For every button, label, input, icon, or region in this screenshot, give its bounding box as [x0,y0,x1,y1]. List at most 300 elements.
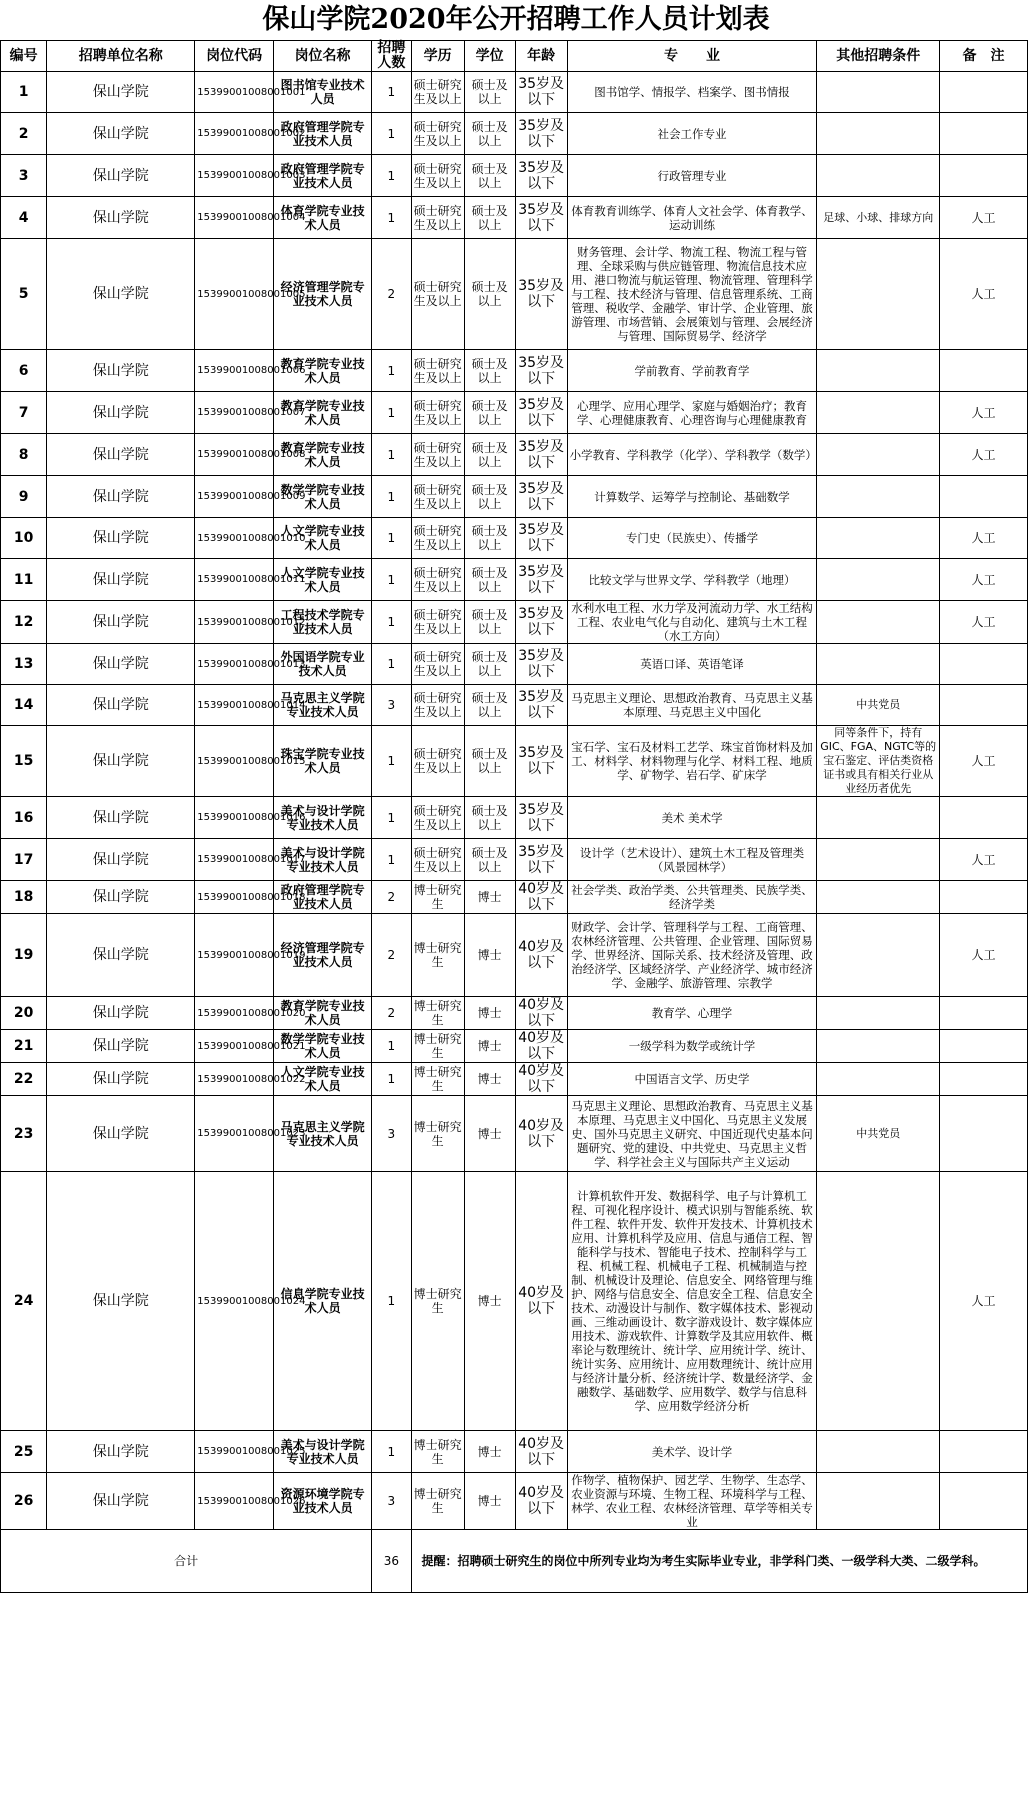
education-cell: 硕士研究生及以上 [411,72,464,113]
conditions-cell [817,1431,940,1473]
age-cell: 35岁及以下 [515,559,567,601]
position-cell: 珠宝学院专业技术人员 [273,726,371,797]
conditions-cell [817,392,940,434]
table-body [1,72,1028,1530]
code-cell: 15399001008001023 [195,1096,274,1172]
count-cell: 3 [372,1473,411,1530]
remarks-cell: 人工 [940,518,1028,559]
degree-cell: 硕士及以上 [464,434,515,476]
table-row [1,881,1028,914]
remarks-cell [940,476,1028,518]
header-position: 岗位名称 [273,41,371,72]
number-cell: 19 [1,914,47,997]
count-cell: 1 [372,726,411,797]
conditions-cell [817,350,940,392]
recruitment-plan-table [0,40,1028,1593]
unit-cell: 保山学院 [47,1473,195,1530]
table-row [1,601,1028,644]
number-cell: 20 [1,997,47,1030]
conditions-cell [817,601,940,644]
degree-cell: 博士 [464,1030,515,1063]
position-cell: 美术与设计学院专业技术人员 [273,797,371,839]
position-cell: 工程技术学院专业技术人员 [273,601,371,644]
education-cell: 硕士研究生及以上 [411,559,464,601]
age-cell: 40岁及以下 [515,1172,567,1431]
table-row [1,518,1028,559]
age-cell: 35岁及以下 [515,434,567,476]
education-cell: 硕士研究生及以上 [411,726,464,797]
education-cell: 硕士研究生及以上 [411,434,464,476]
table-row [1,839,1028,881]
major-cell: 财政学、会计学、管理科学与工程、工商管理、农林经济管理、公共管理、企业管理、国际贸易学、世界经济、国际关系、技术经济及管理、政治经济学、区域经济学、产业经济学、城市经济学、金融学、旅游管理、宗教学 [567,914,817,997]
age-cell: 40岁及以下 [515,997,567,1030]
unit-cell: 保山学院 [47,239,195,350]
major-cell: 学前教育、学前教育学 [567,350,817,392]
unit-cell: 保山学院 [47,197,195,239]
conditions-cell: 中共党员 [817,1096,940,1172]
education-cell: 博士研究生 [411,1431,464,1473]
count-cell: 1 [372,559,411,601]
degree-cell: 硕士及以上 [464,350,515,392]
table-row [1,559,1028,601]
position-cell: 马克思主义学院专业技术人员 [273,1096,371,1172]
major-cell: 社会学类、政治学类、公共管理类、民族学类、经济学类 [567,881,817,914]
remarks-cell: 人工 [940,434,1028,476]
major-cell: 中国语言文学、历史学 [567,1063,817,1096]
conditions-cell [817,997,940,1030]
age-cell: 40岁及以下 [515,881,567,914]
unit-cell: 保山学院 [47,644,195,685]
age-cell: 40岁及以下 [515,1096,567,1172]
number-cell: 7 [1,392,47,434]
position-cell: 经济管理学院专业技术人员 [273,914,371,997]
education-cell: 博士研究生 [411,1030,464,1063]
remarks-cell: 人工 [940,392,1028,434]
conditions-cell [817,881,940,914]
count-cell: 1 [372,839,411,881]
education-cell: 博士研究生 [411,1096,464,1172]
total-label: 合计 [1,1530,372,1593]
conditions-cell [817,1473,940,1530]
major-cell: 一级学科为数学或统计学 [567,1030,817,1063]
major-cell: 水利水电工程、水力学及河流动力学、水工结构工程、农业电气化与自动化、建筑与土木工程（水工方向） [567,601,817,644]
degree-cell: 博士 [464,997,515,1030]
unit-cell: 保山学院 [47,1063,195,1096]
position-cell: 图书馆专业技术人员 [273,72,371,113]
remarks-cell [940,72,1028,113]
degree-cell: 博士 [464,914,515,997]
degree-cell: 博士 [464,1172,515,1431]
age-cell: 35岁及以下 [515,113,567,155]
unit-cell: 保山学院 [47,914,195,997]
major-cell: 美术学、设计学 [567,1431,817,1473]
degree-cell: 博士 [464,1473,515,1530]
age-cell: 35岁及以下 [515,518,567,559]
remarks-cell [940,113,1028,155]
remarks-cell [940,997,1028,1030]
code-cell: 15399001008001014 [195,685,274,726]
number-cell: 10 [1,518,47,559]
education-cell: 博士研究生 [411,997,464,1030]
count-cell: 1 [372,1063,411,1096]
count-cell: 1 [372,350,411,392]
remark-note: 提醒：招聘硕士研究生的岗位中所列专业均为考生实际毕业专业，非学科门类、一级学科大类、二级学科。 [411,1530,1027,1593]
unit-cell: 保山学院 [47,434,195,476]
header-code: 岗位代码 [195,41,274,72]
unit-cell: 保山学院 [47,155,195,197]
number-cell: 11 [1,559,47,601]
conditions-cell [817,1030,940,1063]
count-cell: 1 [372,72,411,113]
table-row [1,350,1028,392]
header-education: 学历 [411,41,464,72]
code-cell: 15399001008001021 [195,1030,274,1063]
conditions-cell [817,914,940,997]
degree-cell: 硕士及以上 [464,601,515,644]
remarks-cell: 人工 [940,559,1028,601]
table-row [1,1063,1028,1096]
number-cell: 4 [1,197,47,239]
degree-cell: 硕士及以上 [464,559,515,601]
number-cell: 26 [1,1473,47,1530]
major-cell: 财务管理、会计学、物流工程、物流工程与管理、全球采购与供应链管理、物流信息技术应用、港口物流与航运管理、物流管理、管理科学与工程、技术经济与管理、信息管理系统、工商管理、税收学、金融学、审计学、企业管理、旅游管理、市场营销、会展策划与管理、会展经济与管理、国际贸易学、经济学 [567,239,817,350]
conditions-cell [817,72,940,113]
code-cell: 15399001008001026 [195,1473,274,1530]
major-cell: 体育教育训练学、体育人文社会学、体育教学、运动训练 [567,197,817,239]
major-cell: 美术 美术学 [567,797,817,839]
remarks-cell: 人工 [940,197,1028,239]
code-cell: 15399001008001022 [195,1063,274,1096]
table-row [1,726,1028,797]
major-cell: 图书馆学、情报学、档案学、图书情报 [567,72,817,113]
number-cell: 1 [1,72,47,113]
table-row [1,197,1028,239]
position-cell: 政府管理学院专业技术人员 [273,155,371,197]
count-cell: 1 [372,644,411,685]
number-cell: 12 [1,601,47,644]
degree-cell: 博士 [464,1431,515,1473]
number-cell: 8 [1,434,47,476]
conditions-cell [817,476,940,518]
major-cell: 计算数学、运筹学与控制论、基础数学 [567,476,817,518]
unit-cell: 保山学院 [47,1431,195,1473]
unit-cell: 保山学院 [47,1172,195,1431]
code-cell: 15399001008001017 [195,839,274,881]
code-cell: 15399001008001001 [195,72,274,113]
age-cell: 35岁及以下 [515,644,567,685]
table-row [1,434,1028,476]
table-row [1,155,1028,197]
age-cell: 35岁及以下 [515,839,567,881]
number-cell: 22 [1,1063,47,1096]
number-cell: 17 [1,839,47,881]
position-cell: 资源环境学院专业技术人员 [273,1473,371,1530]
position-cell: 政府管理学院专业技术人员 [273,881,371,914]
header-remarks: 备 注 [940,41,1028,72]
count-cell: 1 [372,1030,411,1063]
position-cell: 美术与设计学院专业技术人员 [273,839,371,881]
table-row [1,239,1028,350]
unit-cell: 保山学院 [47,113,195,155]
age-cell: 40岁及以下 [515,914,567,997]
code-cell: 15399001008001016 [195,797,274,839]
position-cell: 信息学院专业技术人员 [273,1172,371,1431]
table-row [1,1172,1028,1431]
position-cell: 马克思主义学院专业技术人员 [273,685,371,726]
position-cell: 外国语学院专业技术人员 [273,644,371,685]
unit-cell: 保山学院 [47,726,195,797]
remarks-cell [940,881,1028,914]
remarks-cell [940,1030,1028,1063]
age-cell: 35岁及以下 [515,350,567,392]
code-cell: 15399001008001013 [195,644,274,685]
unit-cell: 保山学院 [47,1030,195,1063]
remarks-cell: 人工 [940,839,1028,881]
degree-cell: 博士 [464,881,515,914]
major-cell: 宝石学、宝石及材料工艺学、珠宝首饰材料及加工、材料学、材料物理与化学、材料工程、地质学、矿物学、岩石学、矿床学 [567,726,817,797]
degree-cell: 硕士及以上 [464,392,515,434]
conditions-cell: 中共党员 [817,685,940,726]
education-cell: 硕士研究生及以上 [411,518,464,559]
position-cell: 数学学院专业技术人员 [273,1030,371,1063]
unit-cell: 保山学院 [47,839,195,881]
remarks-cell [940,155,1028,197]
degree-cell: 硕士及以上 [464,155,515,197]
major-cell: 马克思主义理论、思想政治教育、马克思主义基本原理、马克思主义中国化 [567,685,817,726]
unit-cell: 保山学院 [47,881,195,914]
education-cell: 硕士研究生及以上 [411,476,464,518]
table-row [1,914,1028,997]
count-cell: 1 [372,155,411,197]
header-unit: 招聘单位名称 [47,41,195,72]
header-count: 招聘人数 [372,41,411,72]
table-title: 保山学院2020年公开招聘工作人员计划表 [262,4,770,35]
position-cell: 人文学院专业技术人员 [273,518,371,559]
table-row [1,644,1028,685]
position-cell: 政府管理学院专业技术人员 [273,113,371,155]
footer-row [1,1530,1028,1593]
table-row [1,797,1028,839]
degree-cell: 硕士及以上 [464,476,515,518]
header-other-conditions: 其他招聘条件 [817,41,940,72]
education-cell: 博士研究生 [411,1172,464,1431]
major-cell: 作物学、植物保护、园艺学、生物学、生态学、农业资源与环境、生物工程、环境科学与工程、林学、农业工程、农林经济管理、草学等相关专业 [567,1473,817,1530]
number-cell: 23 [1,1096,47,1172]
age-cell: 35岁及以下 [515,685,567,726]
code-cell: 15399001008001025 [195,1431,274,1473]
code-cell: 15399001008001005 [195,239,274,350]
remarks-cell [940,350,1028,392]
remarks-cell [940,1096,1028,1172]
code-cell: 15399001008001009 [195,476,274,518]
age-cell: 35岁及以下 [515,601,567,644]
table-row [1,392,1028,434]
table-row [1,1096,1028,1172]
table-row [1,113,1028,155]
code-cell: 15399001008001018 [195,881,274,914]
major-cell: 计算机软件开发、数据科学、电子与计算机工程、可视化程序设计、模式识别与智能系统、软件工程、软件开发、软件开发技术、计算机技术应用、计算机科学及应用、信息与通信工程、智能科学与技术、智能电子技术、控制科学与工程、机械工程、机械电子工程、机械制造与控制、机械设计及理论、信息安全、网络管理与维护、网络与信息安全、信息安全工程、信息安全技术、动漫设计与制作、数字媒体技术、影视动画、三维动画设计、数字游戏设计、数字媒体应用技术、游戏软件、计算数学及其应用软件、概率论与数理统计、统计学、应用统计学、统计、统计实务、应用统计、应用数理统计、统计应用与经济计量分析、经济统计学、数量经济学、金融数学、基础数学、应用数学、数学与信息科学、应用数学经济分析 [567,1172,817,1431]
header-no: 编号 [1,41,47,72]
count-cell: 1 [372,392,411,434]
count-cell: 1 [372,1172,411,1431]
unit-cell: 保山学院 [47,476,195,518]
position-cell: 经济管理学院专业技术人员 [273,239,371,350]
table-row [1,685,1028,726]
unit-cell: 保山学院 [47,518,195,559]
major-cell: 专门史（民族史）、传播学 [567,518,817,559]
degree-cell: 硕士及以上 [464,644,515,685]
conditions-cell [817,644,940,685]
header-age: 年龄 [515,41,567,72]
remarks-cell: 人工 [940,601,1028,644]
age-cell: 35岁及以下 [515,155,567,197]
code-cell: 15399001008001011 [195,559,274,601]
education-cell: 硕士研究生及以上 [411,197,464,239]
remarks-cell: 人工 [940,239,1028,350]
remarks-cell: 人工 [940,1172,1028,1431]
number-cell: 25 [1,1431,47,1473]
education-cell: 硕士研究生及以上 [411,797,464,839]
education-cell: 硕士研究生及以上 [411,113,464,155]
code-cell: 15399001008001012 [195,601,274,644]
education-cell: 博士研究生 [411,1063,464,1096]
degree-cell: 硕士及以上 [464,726,515,797]
count-cell: 2 [372,997,411,1030]
number-cell: 2 [1,113,47,155]
total-count: 36 [372,1530,411,1593]
age-cell: 40岁及以下 [515,1063,567,1096]
unit-cell: 保山学院 [47,1096,195,1172]
degree-cell: 博士 [464,1096,515,1172]
count-cell: 1 [372,476,411,518]
number-cell: 21 [1,1030,47,1063]
education-cell: 博士研究生 [411,1473,464,1530]
count-cell: 1 [372,113,411,155]
position-cell: 美术与设计学院专业技术人员 [273,1431,371,1473]
header-major: 专 业 [567,41,817,72]
code-cell: 15399001008001004 [195,197,274,239]
education-cell: 硕士研究生及以上 [411,239,464,350]
number-cell: 16 [1,797,47,839]
age-cell: 40岁及以下 [515,1030,567,1063]
major-cell: 英语口译、英语笔译 [567,644,817,685]
degree-cell: 硕士及以上 [464,518,515,559]
degree-cell: 硕士及以上 [464,197,515,239]
code-cell: 15399001008001006 [195,350,274,392]
major-cell: 社会工作专业 [567,113,817,155]
conditions-cell [817,434,940,476]
position-cell: 数学学院专业技术人员 [273,476,371,518]
count-cell: 1 [372,197,411,239]
remarks-cell [940,797,1028,839]
position-cell: 人文学院专业技术人员 [273,1063,371,1096]
remarks-cell [940,1473,1028,1530]
number-cell: 13 [1,644,47,685]
table-row [1,476,1028,518]
unit-cell: 保山学院 [47,997,195,1030]
education-cell: 博士研究生 [411,914,464,997]
code-cell: 15399001008001020 [195,997,274,1030]
education-cell: 博士研究生 [411,881,464,914]
remarks-cell [940,685,1028,726]
code-cell: 15399001008001002 [195,113,274,155]
age-cell: 35岁及以下 [515,797,567,839]
education-cell: 硕士研究生及以上 [411,685,464,726]
remarks-cell [940,644,1028,685]
unit-cell: 保山学院 [47,685,195,726]
education-cell: 硕士研究生及以上 [411,839,464,881]
age-cell: 35岁及以下 [515,726,567,797]
position-cell: 人文学院专业技术人员 [273,559,371,601]
remarks-cell [940,1431,1028,1473]
code-cell: 15399001008001003 [195,155,274,197]
count-cell: 1 [372,518,411,559]
code-cell: 15399001008001019 [195,914,274,997]
code-cell: 15399001008001015 [195,726,274,797]
major-cell: 心理学、应用心理学、家庭与婚姻治疗；教育学、心理健康教育、心理咨询与心理健康教育 [567,392,817,434]
conditions-cell [817,839,940,881]
conditions-cell [817,239,940,350]
header-row [1,41,1028,72]
unit-cell: 保山学院 [47,392,195,434]
unit-cell: 保山学院 [47,72,195,113]
unit-cell: 保山学院 [47,601,195,644]
position-cell: 教育学院专业技术人员 [273,392,371,434]
major-cell: 比较文学与世界文学、学科教学（地理） [567,559,817,601]
position-cell: 教育学院专业技术人员 [273,997,371,1030]
remarks-cell [940,1063,1028,1096]
major-cell: 马克思主义理论、思想政治教育、马克思主义基本原理、马克思主义中国化、马克思主义发展史、国外马克思主义研究、中国近现代史基本问题研究、党的建设、中共党史、马克思主义哲学、科学社会主义与国际共产主义运动 [567,1096,817,1172]
count-cell: 1 [372,601,411,644]
count-cell: 2 [372,881,411,914]
count-cell: 2 [372,914,411,997]
age-cell: 35岁及以下 [515,476,567,518]
code-cell: 15399001008001024 [195,1172,274,1431]
count-cell: 3 [372,1096,411,1172]
code-cell: 15399001008001007 [195,392,274,434]
education-cell: 硕士研究生及以上 [411,644,464,685]
degree-cell: 硕士及以上 [464,239,515,350]
degree-cell: 博士 [464,1063,515,1096]
header-degree: 学位 [464,41,515,72]
conditions-cell [817,797,940,839]
code-cell: 15399001008001010 [195,518,274,559]
age-cell: 35岁及以下 [515,239,567,350]
age-cell: 40岁及以下 [515,1473,567,1530]
number-cell: 3 [1,155,47,197]
conditions-cell: 足球、小球、排球方向 [817,197,940,239]
table-row [1,1431,1028,1473]
education-cell: 硕士研究生及以上 [411,350,464,392]
position-cell: 教育学院专业技术人员 [273,350,371,392]
degree-cell: 硕士及以上 [464,839,515,881]
conditions-cell [817,518,940,559]
number-cell: 24 [1,1172,47,1431]
major-cell: 教育学、心理学 [567,997,817,1030]
table-row [1,1030,1028,1063]
age-cell: 35岁及以下 [515,72,567,113]
position-cell: 教育学院专业技术人员 [273,434,371,476]
remarks-cell: 人工 [940,726,1028,797]
number-cell: 5 [1,239,47,350]
number-cell: 18 [1,881,47,914]
conditions-cell [817,559,940,601]
age-cell: 35岁及以下 [515,392,567,434]
conditions-cell [817,113,940,155]
education-cell: 硕士研究生及以上 [411,601,464,644]
degree-cell: 硕士及以上 [464,797,515,839]
table-row [1,997,1028,1030]
